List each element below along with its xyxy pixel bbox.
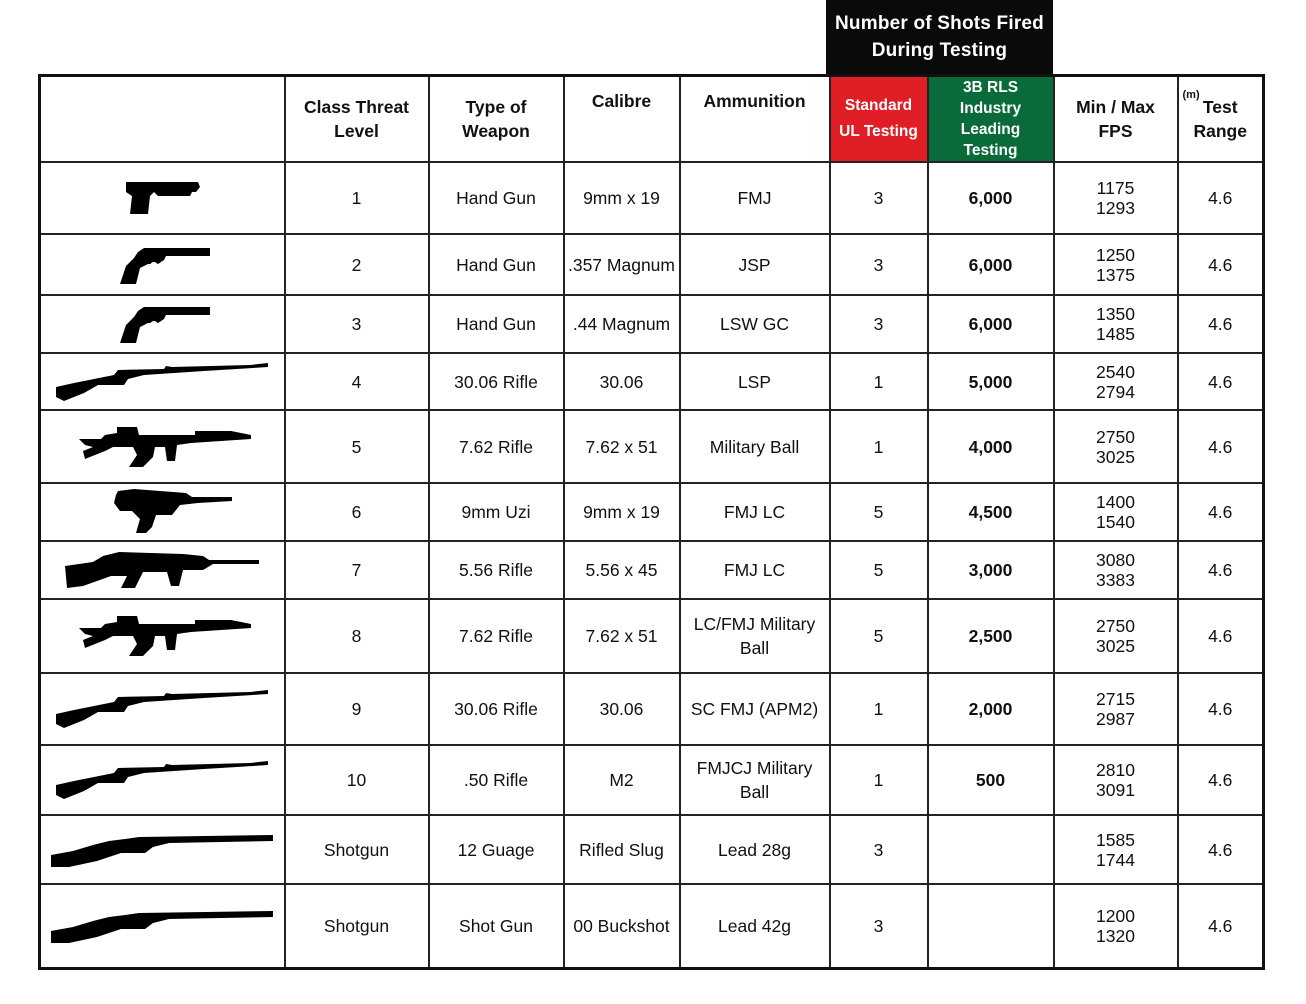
fps-min: 1585 (1096, 829, 1135, 850)
min-max-fps (1054, 745, 1178, 815)
assault-rifle-icon (71, 614, 253, 658)
test-range: 4.6 (1178, 483, 1264, 541)
weapon-type: 5.56 Rifle (429, 541, 564, 599)
weapon-type: 12 Guage (429, 815, 564, 884)
calibre: .44 Magnum (564, 295, 680, 353)
table-row (40, 162, 1264, 234)
min-max-fps (1054, 162, 1178, 234)
rls-shots: 2,500 (928, 599, 1054, 673)
min-max-fps (1054, 410, 1178, 483)
rls-shots (928, 815, 1054, 884)
header-standard-ul: Standard UL Testing (830, 76, 928, 163)
table-row (40, 815, 1264, 884)
hunting-rifle-icon (54, 688, 270, 730)
min-max-fps (1054, 483, 1178, 541)
uzi-icon (90, 489, 234, 535)
min-max-fps (1054, 295, 1178, 353)
fps-min: 1400 (1096, 492, 1135, 512)
calibre: 00 Buckshot (564, 884, 680, 968)
weapon-icon-cell (40, 884, 285, 968)
ammunition: Military Ball (680, 410, 830, 483)
calibre: M2 (564, 745, 680, 815)
weapon-type: 30.06 Rifle (429, 673, 564, 745)
fps-max: 1540 (1096, 512, 1135, 532)
fps-max: 1744 (1096, 849, 1135, 870)
class-threat-level: 5 (285, 410, 429, 483)
table-row (40, 483, 1264, 541)
rls-shots: 6,000 (928, 295, 1054, 353)
min-max-fps (1054, 673, 1178, 745)
fps-max: 1293 (1096, 198, 1135, 218)
header-type: Type of Weapon (429, 76, 564, 163)
ammunition: SC FMJ (APM2) (680, 673, 830, 745)
weapon-icon-cell (40, 541, 285, 599)
range-unit: (m) (1182, 89, 1200, 101)
test-range: 4.6 (1178, 162, 1264, 234)
class-threat-level: 2 (285, 234, 429, 295)
header-test-range: (m) Test Range (1178, 76, 1264, 163)
calibre: Rifled Slug (564, 815, 680, 884)
weapon-icon-cell (40, 295, 285, 353)
fps-min: 2540 (1096, 361, 1135, 382)
class-threat-level: 1 (285, 162, 429, 234)
fps-max: 3025 (1096, 446, 1135, 467)
standard-ul-shots: 3 (830, 234, 928, 295)
standard-ul-shots: 5 (830, 541, 928, 599)
calibre: 30.06 (564, 353, 680, 410)
table-row (40, 295, 1264, 353)
standard-ul-shots: 3 (830, 815, 928, 884)
fps-max: 1485 (1096, 324, 1135, 344)
fps-min: 1350 (1096, 304, 1135, 324)
calibre: 9mm x 19 (564, 483, 680, 541)
rls-shots (928, 884, 1054, 968)
header-icon-cell (40, 76, 285, 163)
test-range: 4.6 (1178, 295, 1264, 353)
weapon-type: 9mm Uzi (429, 483, 564, 541)
header-ammunition: Ammunition (680, 76, 830, 163)
table-row (40, 541, 1264, 599)
fps-min: 2715 (1096, 689, 1135, 709)
weapon-icon-cell (40, 483, 285, 541)
shotgun-icon (49, 907, 275, 945)
min-max-fps (1054, 353, 1178, 410)
header-row (40, 76, 1264, 163)
weapon-icon-cell (40, 234, 285, 295)
fps-min: 2750 (1096, 426, 1135, 447)
calibre: 7.62 x 51 (564, 599, 680, 673)
rls-shots: 2,000 (928, 673, 1054, 745)
table-row (40, 234, 1264, 295)
carbine-icon (63, 550, 261, 590)
test-range: 4.6 (1178, 353, 1264, 410)
standard-ul-shots: 5 (830, 483, 928, 541)
fps-max: 2794 (1096, 381, 1135, 402)
class-threat-level: 6 (285, 483, 429, 541)
weapon-type: Hand Gun (429, 295, 564, 353)
rls-shots: 4,000 (928, 410, 1054, 483)
header-calibre: Calibre (564, 76, 680, 163)
rls-shots: 4,500 (928, 483, 1054, 541)
class-threat-level: 4 (285, 353, 429, 410)
rls-shots: 6,000 (928, 234, 1054, 295)
weapon-icon-cell (40, 353, 285, 410)
calibre: 5.56 x 45 (564, 541, 680, 599)
class-threat-level: 10 (285, 745, 429, 815)
rls-shots: 3,000 (928, 541, 1054, 599)
table-row (40, 599, 1264, 673)
weapon-type: 7.62 Rifle (429, 599, 564, 673)
test-range: 4.6 (1178, 541, 1264, 599)
weapon-icon-cell (40, 673, 285, 745)
test-range: 4.6 (1178, 815, 1264, 884)
shots-fired-banner (826, 0, 1053, 74)
fps-max: 3383 (1096, 570, 1135, 590)
standard-ul-shots: 3 (830, 295, 928, 353)
class-threat-level: 8 (285, 599, 429, 673)
standard-ul-shots: 3 (830, 162, 928, 234)
standard-ul-shots: 5 (830, 599, 928, 673)
revolver-icon (110, 244, 214, 286)
test-range: 4.6 (1178, 234, 1264, 295)
min-max-fps (1054, 599, 1178, 673)
ammunition: JSP (680, 234, 830, 295)
header-3b-rls: 3B RLS Industry Leading Testing (928, 76, 1054, 163)
table-row (40, 410, 1264, 483)
fps-max: 2987 (1096, 709, 1135, 729)
banner-line-1: Number of Shots Fired (835, 13, 1044, 34)
standard-ul-shots: 1 (830, 410, 928, 483)
test-range: 4.6 (1178, 884, 1264, 968)
test-range: 4.6 (1178, 599, 1264, 673)
class-threat-level: 3 (285, 295, 429, 353)
calibre: 30.06 (564, 673, 680, 745)
fps-max: 1320 (1096, 925, 1135, 946)
fps-min: 3080 (1096, 550, 1135, 570)
class-threat-level: 7 (285, 541, 429, 599)
fps-min: 1200 (1096, 905, 1135, 926)
revolver-icon (110, 303, 214, 345)
fps-max: 3091 (1096, 780, 1135, 800)
ammunition: FMJ (680, 162, 830, 234)
test-range: 4.6 (1178, 745, 1264, 815)
table-row (40, 884, 1264, 968)
banner-line-2: During Testing (871, 40, 1008, 61)
weapon-type: Shot Gun (429, 884, 564, 968)
min-max-fps (1054, 815, 1178, 884)
weapon-icon-cell (40, 162, 285, 234)
ammunition: FMJ LC (680, 483, 830, 541)
table-row (40, 673, 1264, 745)
fps-min: 2750 (1096, 616, 1135, 636)
table-row (40, 745, 1264, 815)
rls-shots: 5,000 (928, 353, 1054, 410)
weapon-icon-cell (40, 410, 285, 483)
weapon-type: 7.62 Rifle (429, 410, 564, 483)
calibre: 9mm x 19 (564, 162, 680, 234)
hunting-rifle-icon (54, 759, 270, 801)
fps-max: 3025 (1096, 636, 1135, 656)
ammunition: LSP (680, 353, 830, 410)
rls-shots: 6,000 (928, 162, 1054, 234)
fps-min: 1175 (1096, 178, 1135, 198)
hunting-rifle-icon (54, 361, 270, 403)
ammunition: Lead 42g (680, 884, 830, 968)
pistol-icon (120, 178, 204, 218)
weapon-type: .50 Rifle (429, 745, 564, 815)
min-max-fps (1054, 541, 1178, 599)
table-row (40, 353, 1264, 410)
class-threat-level: 9 (285, 673, 429, 745)
calibre: .357 Magnum (564, 234, 680, 295)
rls-shots: 500 (928, 745, 1054, 815)
class-threat-level: Shotgun (285, 815, 429, 884)
weapon-icon-cell (40, 599, 285, 673)
ammunition: LC/FMJ Military Ball (680, 599, 830, 673)
weapon-threat-table (38, 74, 1265, 970)
weapon-type: 30.06 Rifle (429, 353, 564, 410)
weapon-icon-cell (40, 745, 285, 815)
standard-ul-shots: 3 (830, 884, 928, 968)
header-fps: Min / Max FPS (1054, 76, 1178, 163)
test-range: 4.6 (1178, 673, 1264, 745)
header-class: Class Threat Level (285, 76, 429, 163)
ammunition: FMJ LC (680, 541, 830, 599)
ammunition: Lead 28g (680, 815, 830, 884)
min-max-fps (1054, 234, 1178, 295)
fps-min: 1250 (1096, 244, 1135, 265)
fps-min: 2810 (1096, 760, 1135, 780)
min-max-fps (1054, 884, 1178, 968)
weapon-type: Hand Gun (429, 234, 564, 295)
ammunition: FMJCJ Military Ball (680, 745, 830, 815)
shotgun-icon (49, 831, 275, 869)
weapon-type: Hand Gun (429, 162, 564, 234)
standard-ul-shots: 1 (830, 673, 928, 745)
standard-ul-shots: 1 (830, 745, 928, 815)
weapon-icon-cell (40, 815, 285, 884)
calibre: 7.62 x 51 (564, 410, 680, 483)
assault-rifle-icon (71, 425, 253, 469)
test-range: 4.6 (1178, 410, 1264, 483)
fps-max: 1375 (1096, 264, 1135, 285)
ammunition: LSW GC (680, 295, 830, 353)
standard-ul-shots: 1 (830, 353, 928, 410)
class-threat-level: Shotgun (285, 884, 429, 968)
